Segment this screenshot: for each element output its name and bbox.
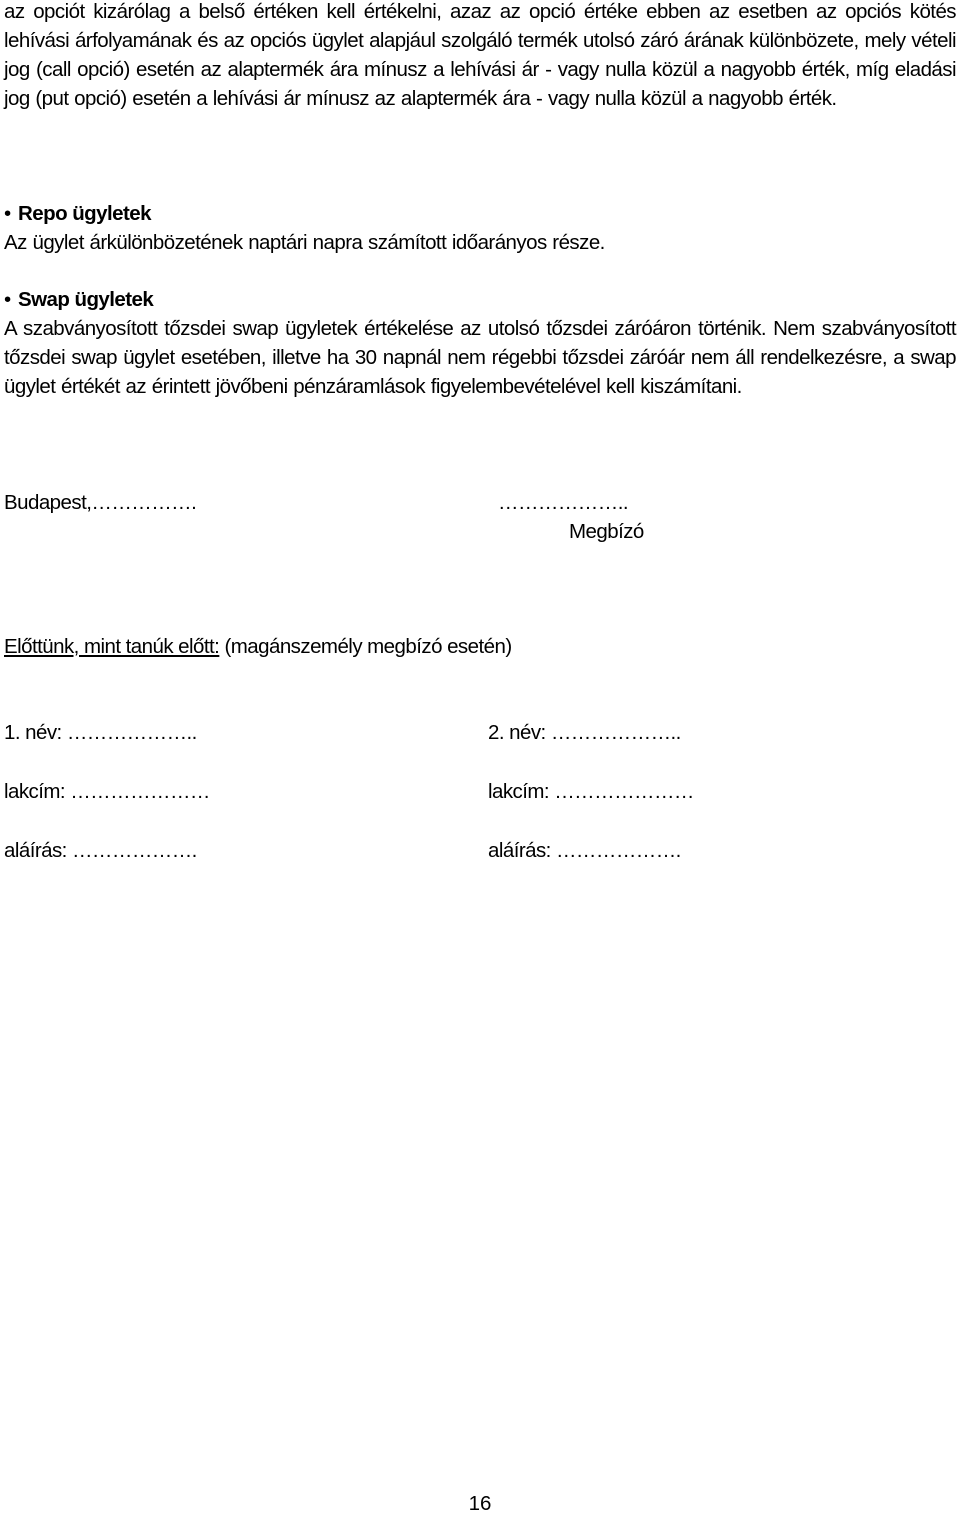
bullet-icon: • bbox=[4, 202, 11, 225]
witness1-address-line: lakcím: ………………… bbox=[4, 780, 210, 803]
place-date-line: Budapest,……………. bbox=[4, 491, 197, 514]
witness-heading-underlined: Előttünk, mint tanúk előtt: bbox=[4, 635, 220, 658]
swap-paragraph: A szabványosított tőzsdei swap ügyletek értékelése az utolsó tőzsdei záróáron történik. Nem szabványosított tőzsdei swap ügylet esetében, illetve ha 30 napnál nem régebbi tőzsdei záróár nem áll rendelkezésre, a swap ügylet értékét az érintett jövőbeni pénzáramlások figyelembevételével kell kiszámítani. bbox=[4, 317, 956, 398]
repo-paragraph: Az ügylet árkülönbözetének naptári napra számított időarányos része. bbox=[4, 231, 605, 254]
swap-heading bbox=[4, 285, 153, 314]
witness2-name-line: 2. név: ……………….. bbox=[488, 721, 681, 744]
witness2-signature-line: aláírás: ………………. bbox=[488, 839, 681, 862]
swap-heading-text: Swap ügyletek bbox=[18, 288, 154, 311]
client-label: Megbízó bbox=[569, 520, 644, 543]
intro-paragraph: az opciót kizárólag a belső értéken kell értékelni, azaz az opció értéke ebben az esetben az opciós kötés lehívási árfolyamának és az opciós ügylet alapjául szolgáló termék utolsó záró árának különbözete, mely vételi jog (call opció) esetén az alaptermék ára mínusz a lehívási ár - vagy nulla közül a nagyobb érték, míg eladási jog (put opció) esetén a lehívási ár mínusz az alaptermék ára - vagy nulla közül a nagyobb érték. bbox=[4, 0, 956, 110]
repo-heading bbox=[4, 199, 151, 228]
client-signature-line: ……………….. bbox=[498, 491, 628, 514]
witness2-address-line: lakcím: ………………… bbox=[488, 780, 694, 803]
witness1-signature-line: aláírás: ………………. bbox=[4, 839, 197, 862]
witness-heading bbox=[4, 632, 512, 661]
repo-heading-text: Repo ügyletek bbox=[18, 202, 151, 225]
witness-heading-rest: (magánszemély megbízó esetén) bbox=[219, 635, 512, 658]
witness1-name-line: 1. név: ……………….. bbox=[4, 721, 197, 744]
bullet-icon: • bbox=[4, 288, 11, 311]
page-number: 16 bbox=[468, 1492, 492, 1515]
